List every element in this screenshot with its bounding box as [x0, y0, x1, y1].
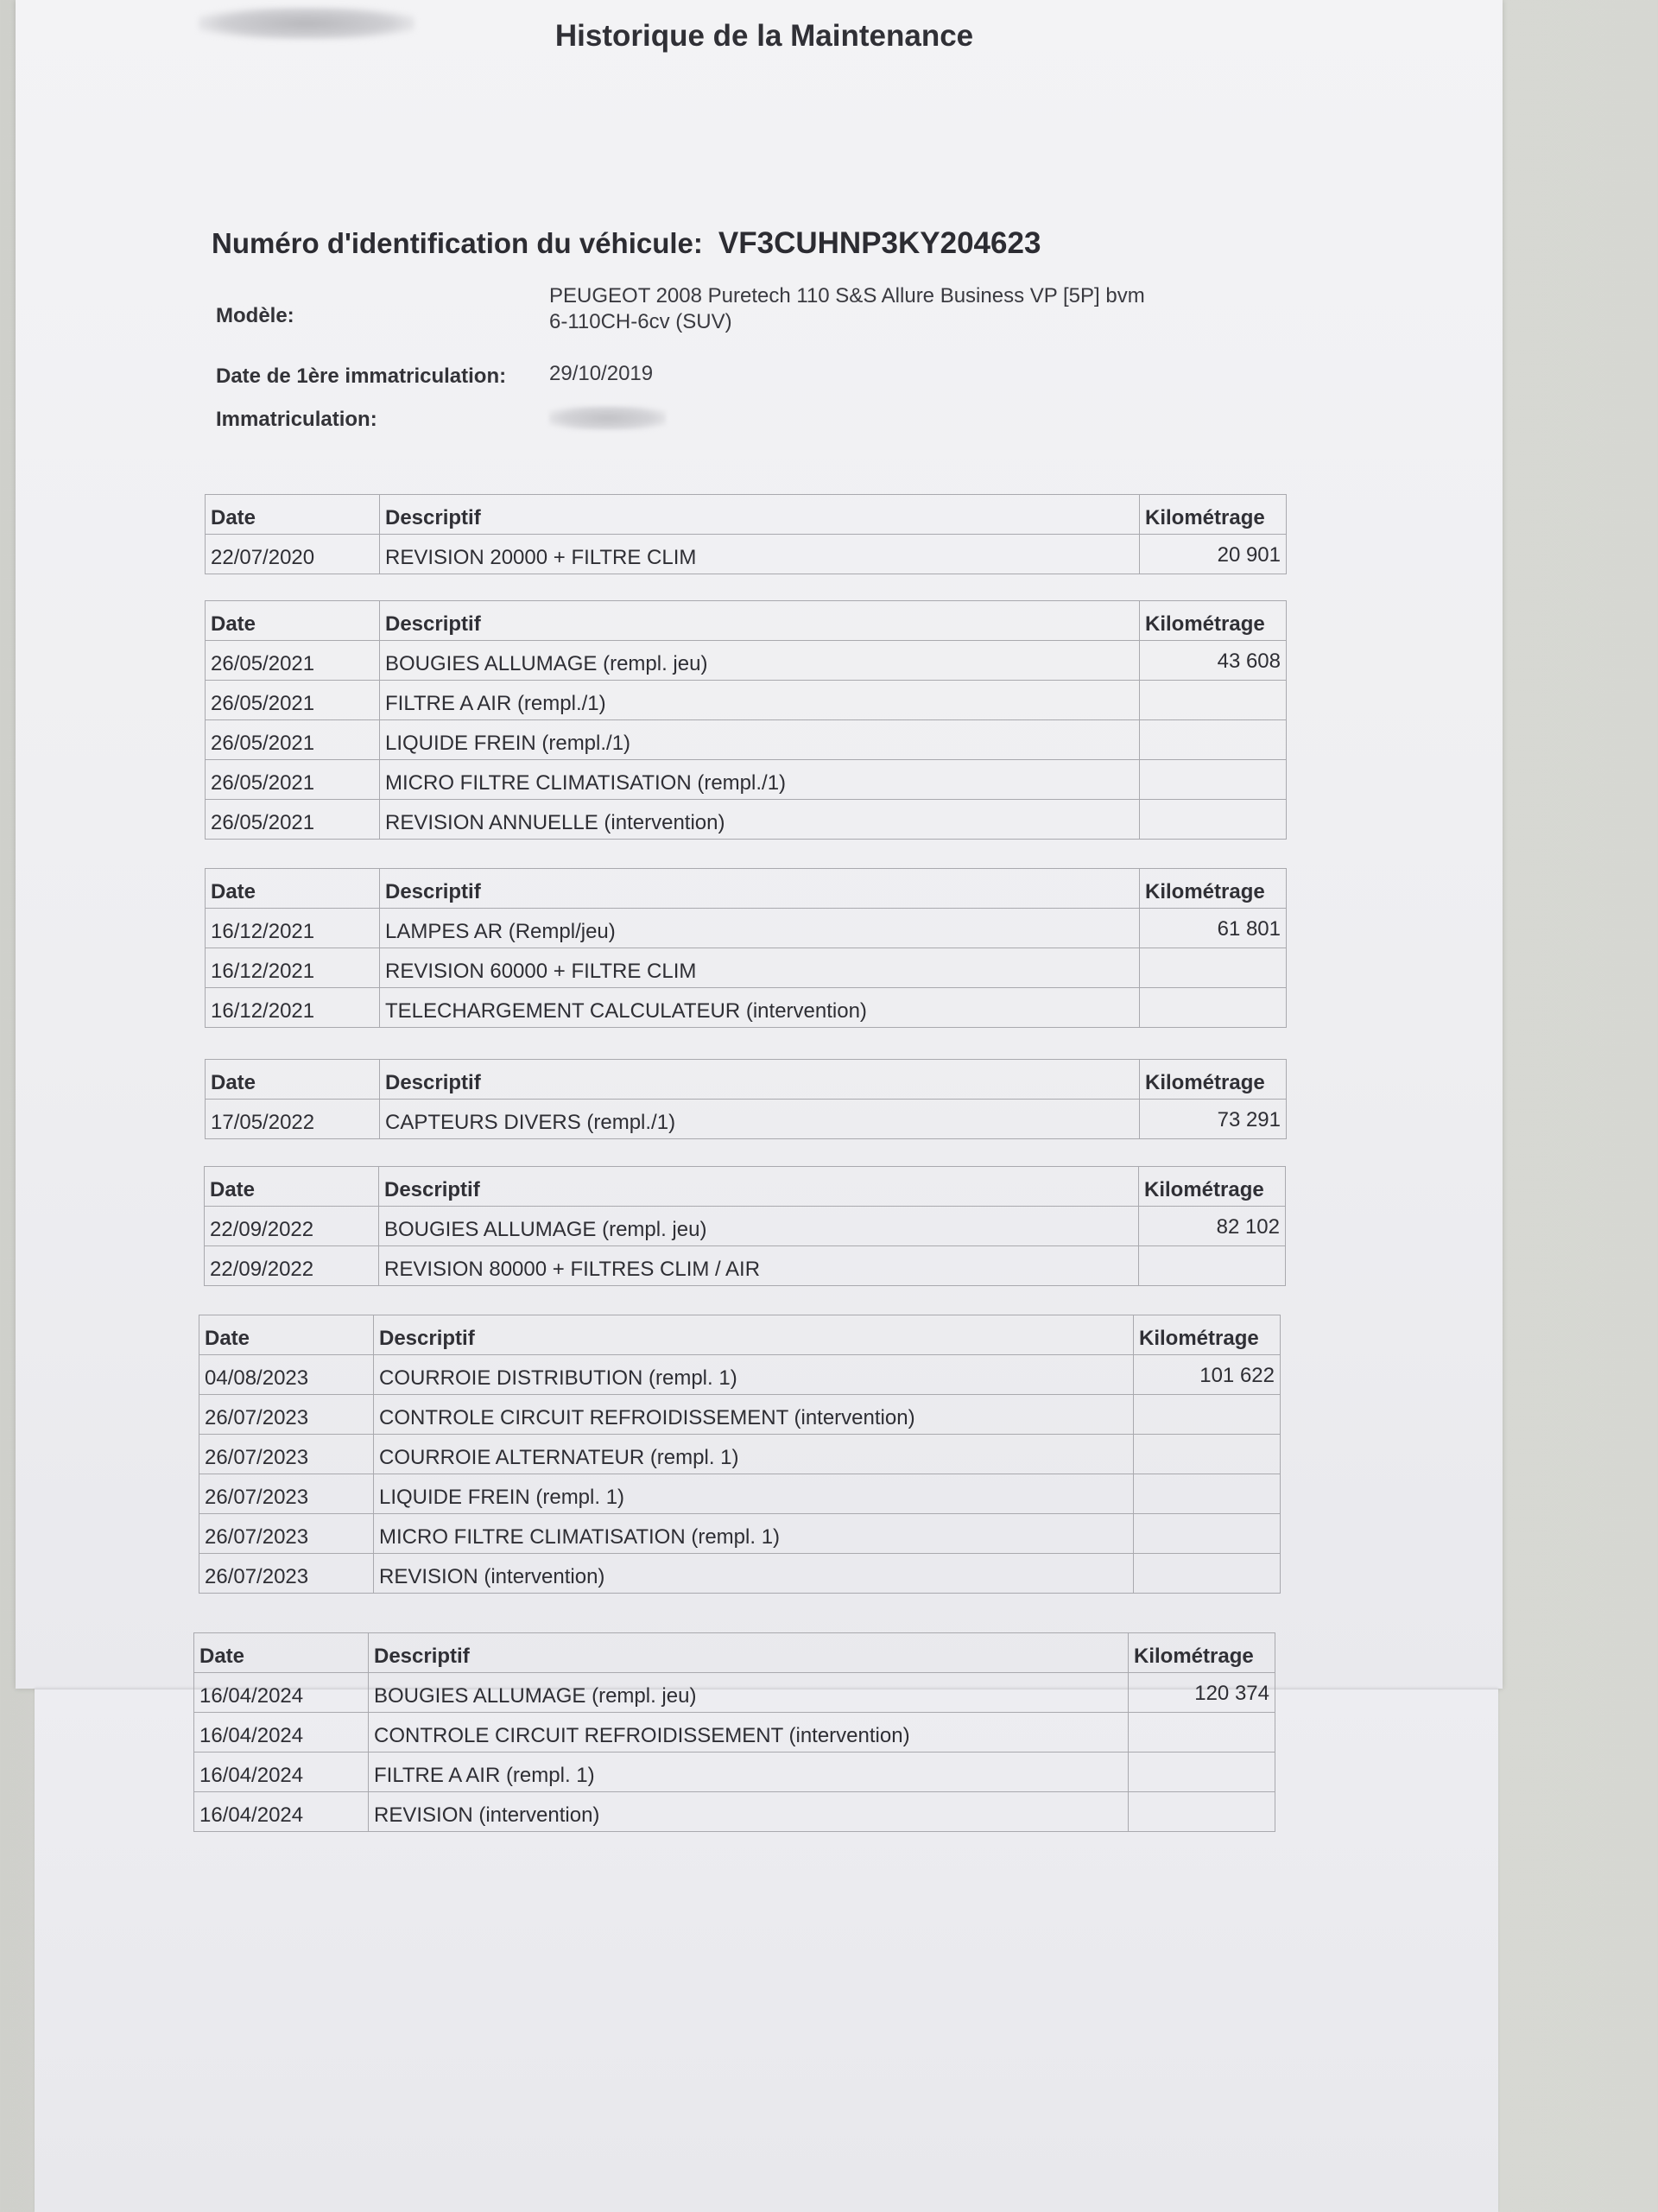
row-date: 26/05/2021 [206, 720, 380, 760]
row-descriptif: TELECHARGEMENT CALCULATEUR (intervention) [380, 988, 1140, 1028]
row-kilometrage [1140, 720, 1287, 760]
row-date: 26/07/2023 [199, 1395, 374, 1435]
vin-row [212, 226, 1041, 261]
model-label: Modèle: [216, 304, 294, 327]
row-date: 26/05/2021 [206, 681, 380, 720]
row-date: 16/04/2024 [194, 1792, 369, 1832]
row-date: 16/04/2024 [194, 1752, 369, 1792]
header-date: Date [194, 1633, 369, 1673]
row-kilometrage: 120 374 [1129, 1673, 1275, 1713]
header-date: Date [206, 601, 380, 641]
table-header-row [199, 1315, 1281, 1355]
row-kilometrage [1134, 1554, 1281, 1594]
row-kilometrage: 20 901 [1140, 535, 1287, 574]
table-row [199, 1355, 1281, 1395]
row-descriptif: BOUGIES ALLUMAGE (rempl. jeu) [380, 641, 1140, 681]
maintenance-table [193, 1632, 1275, 1832]
row-date: 04/08/2023 [199, 1355, 374, 1395]
table-row [206, 948, 1287, 988]
table-row [199, 1435, 1281, 1474]
row-descriptif: COURROIE DISTRIBUTION (rempl. 1) [374, 1355, 1134, 1395]
row-date: 26/05/2021 [206, 800, 380, 840]
header-kilometrage: Kilométrage [1139, 1167, 1286, 1207]
table-row [206, 800, 1287, 840]
header-kilometrage: Kilométrage [1140, 1060, 1287, 1100]
row-date: 26/07/2023 [199, 1514, 374, 1554]
row-date: 16/04/2024 [194, 1713, 369, 1752]
table-row [194, 1673, 1275, 1713]
row-date: 22/09/2022 [205, 1246, 379, 1286]
row-kilometrage [1140, 988, 1287, 1028]
document-title: Historique de la Maintenance [554, 19, 974, 53]
registration-label: Immatriculation: [216, 408, 377, 431]
row-kilometrage [1129, 1752, 1275, 1792]
row-descriptif: REVISION ANNUELLE (intervention) [380, 800, 1140, 840]
row-date: 16/12/2021 [206, 948, 380, 988]
maintenance-table [205, 868, 1287, 1028]
row-date: 22/07/2020 [206, 535, 380, 574]
model-value [549, 283, 1145, 335]
row-descriptif: CAPTEURS DIVERS (rempl./1) [380, 1100, 1140, 1139]
row-descriptif: LIQUIDE FREIN (rempl. 1) [374, 1474, 1134, 1514]
row-descriptif: MICRO FILTRE CLIMATISATION (rempl. 1) [374, 1514, 1134, 1554]
header-descriptif: Descriptif [380, 495, 1140, 535]
row-kilometrage [1139, 1246, 1286, 1286]
table-header-row [206, 869, 1287, 909]
redacted-registration-value [549, 406, 666, 430]
row-kilometrage: 73 291 [1140, 1100, 1287, 1139]
redacted-logo [199, 7, 414, 40]
header-kilometrage: Kilométrage [1140, 495, 1287, 535]
row-date: 16/12/2021 [206, 988, 380, 1028]
row-date: 17/05/2022 [206, 1100, 380, 1139]
row-kilometrage: 82 102 [1139, 1207, 1286, 1246]
header-descriptif: Descriptif [374, 1315, 1134, 1355]
maintenance-table [204, 1166, 1286, 1286]
table-row [199, 1395, 1281, 1435]
header-descriptif: Descriptif [379, 1167, 1139, 1207]
model-value-line2: 6-110CH-6cv (SUV) [549, 310, 732, 333]
row-date: 16/12/2021 [206, 909, 380, 948]
row-descriptif: COURROIE ALTERNATEUR (rempl. 1) [374, 1435, 1134, 1474]
row-kilometrage: 43 608 [1140, 641, 1287, 681]
model-value-line1: PEUGEOT 2008 Puretech 110 S&S Allure Business VP [5P] bvm [549, 284, 1145, 307]
first-registration-label: Date de 1ère immatriculation: [216, 364, 507, 388]
header-date: Date [206, 1060, 380, 1100]
table-row [206, 760, 1287, 800]
table-header-row [194, 1633, 1275, 1673]
vin-label: Numéro d'identification du véhicule: [212, 227, 703, 259]
header-descriptif: Descriptif [380, 869, 1140, 909]
table-row [206, 535, 1287, 574]
table-row [206, 681, 1287, 720]
table-row [194, 1792, 1275, 1832]
header-kilometrage: Kilométrage [1129, 1633, 1275, 1673]
row-kilometrage [1134, 1474, 1281, 1514]
table-header-row [206, 495, 1287, 535]
first-registration-value: 29/10/2019 [549, 362, 654, 385]
row-descriptif: BOUGIES ALLUMAGE (rempl. jeu) [369, 1673, 1129, 1713]
row-descriptif: REVISION 60000 + FILTRE CLIM [380, 948, 1140, 988]
vin-value: VF3CUHNP3KY204623 [718, 226, 1041, 260]
header-descriptif: Descriptif [380, 1060, 1140, 1100]
row-kilometrage: 101 622 [1134, 1355, 1281, 1395]
row-descriptif: REVISION 80000 + FILTRES CLIM / AIR [379, 1246, 1139, 1286]
row-descriptif: CONTROLE CIRCUIT REFROIDISSEMENT (intervention) [374, 1395, 1134, 1435]
row-date: 26/07/2023 [199, 1435, 374, 1474]
row-date: 26/07/2023 [199, 1554, 374, 1594]
row-descriptif: LIQUIDE FREIN (rempl./1) [380, 720, 1140, 760]
row-kilometrage: 61 801 [1140, 909, 1287, 948]
table-row [194, 1713, 1275, 1752]
row-kilometrage [1140, 948, 1287, 988]
table-row [205, 1207, 1286, 1246]
header-date: Date [206, 869, 380, 909]
table-header-row [206, 1060, 1287, 1100]
table-row [205, 1246, 1286, 1286]
table-row [199, 1474, 1281, 1514]
row-date: 22/09/2022 [205, 1207, 379, 1246]
row-descriptif: REVISION 20000 + FILTRE CLIM [380, 535, 1140, 574]
header-date: Date [199, 1315, 374, 1355]
table-row [206, 720, 1287, 760]
row-descriptif: MICRO FILTRE CLIMATISATION (rempl./1) [380, 760, 1140, 800]
table-row [206, 988, 1287, 1028]
table-row [199, 1554, 1281, 1594]
row-date: 16/04/2024 [194, 1673, 369, 1713]
row-kilometrage [1140, 760, 1287, 800]
row-kilometrage [1140, 681, 1287, 720]
row-kilometrage [1134, 1435, 1281, 1474]
header-date: Date [206, 495, 380, 535]
table-row [199, 1514, 1281, 1554]
row-date: 26/07/2023 [199, 1474, 374, 1514]
row-descriptif: BOUGIES ALLUMAGE (rempl. jeu) [379, 1207, 1139, 1246]
header-descriptif: Descriptif [369, 1633, 1129, 1673]
row-kilometrage [1134, 1395, 1281, 1435]
maintenance-table [205, 1059, 1287, 1139]
row-descriptif: CONTROLE CIRCUIT REFROIDISSEMENT (intervention) [369, 1713, 1129, 1752]
table-row [194, 1752, 1275, 1792]
row-descriptif: REVISION (intervention) [374, 1554, 1134, 1594]
row-date: 26/05/2021 [206, 641, 380, 681]
maintenance-table [199, 1315, 1281, 1594]
table-row [206, 641, 1287, 681]
table-row [206, 909, 1287, 948]
table-header-row [205, 1167, 1286, 1207]
header-kilometrage: Kilométrage [1134, 1315, 1281, 1355]
header-kilometrage: Kilométrage [1140, 601, 1287, 641]
row-descriptif: LAMPES AR (Rempl/jeu) [380, 909, 1140, 948]
row-descriptif: FILTRE A AIR (rempl./1) [380, 681, 1140, 720]
row-descriptif: FILTRE A AIR (rempl. 1) [369, 1752, 1129, 1792]
row-kilometrage [1129, 1792, 1275, 1832]
table-header-row [206, 601, 1287, 641]
row-kilometrage [1129, 1713, 1275, 1752]
row-kilometrage [1140, 800, 1287, 840]
row-kilometrage [1134, 1514, 1281, 1554]
header-descriptif: Descriptif [380, 601, 1140, 641]
header-date: Date [205, 1167, 379, 1207]
table-row [206, 1100, 1287, 1139]
header-kilometrage: Kilométrage [1140, 869, 1287, 909]
maintenance-table [205, 494, 1287, 574]
row-descriptif: REVISION (intervention) [369, 1792, 1129, 1832]
maintenance-table [205, 600, 1287, 840]
row-date: 26/05/2021 [206, 760, 380, 800]
